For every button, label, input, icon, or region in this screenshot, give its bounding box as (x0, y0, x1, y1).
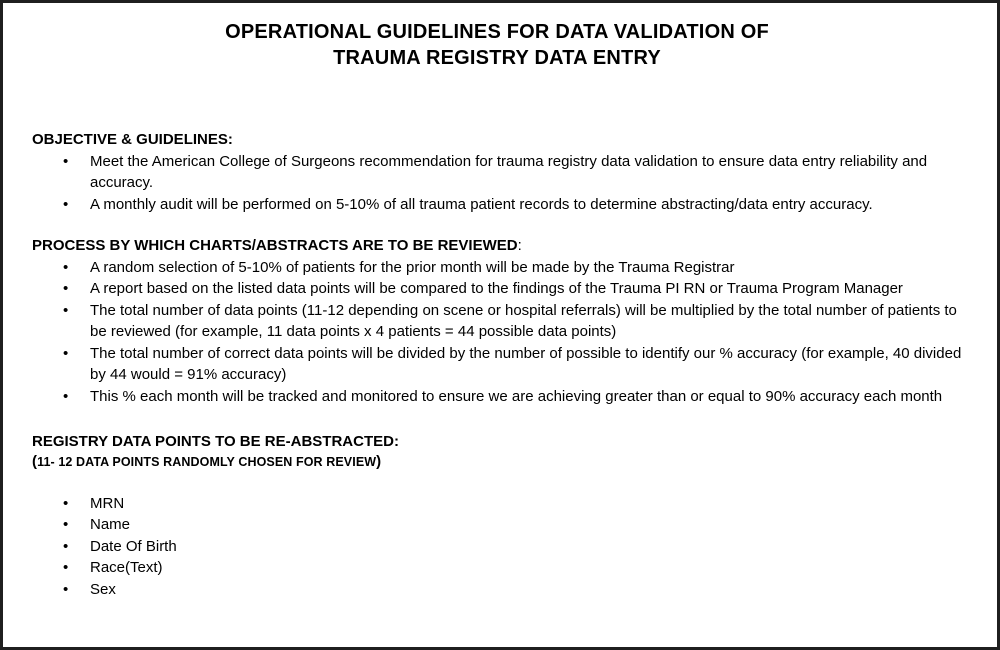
bullet-item: • The total number of correct data points will be divided by the number of possible to identify our % accuracy (for example, 40 divided by 44 would = 91% accuracy) (32, 343, 962, 386)
document-title-line-2: TRAUMA REGISTRY DATA ENTRY (333, 47, 661, 69)
bullet-item: • Date Of Birth (32, 536, 962, 558)
section-process-review (32, 235, 962, 407)
bullet-item: • A monthly audit will be performed on 5-10% of all trauma patient records to determine abstracting/data entry accuracy. (32, 194, 962, 216)
section-heading-objective: OBJECTIVE & GUIDELINES: (32, 131, 233, 148)
subheading-open-paren: ( (32, 452, 38, 470)
document-title (32, 19, 962, 71)
section-objective-guidelines (32, 129, 962, 215)
bullet-item: • Meet the American College of Surgeons recommendation for trauma registry data validation to ensure data entry reliability and accuracy. (32, 151, 962, 194)
section-heading-process (32, 235, 962, 257)
bullet-item: • A report based on the listed data points will be compared to the findings of the Trauma PI RN or Trauma Program Manager (32, 278, 962, 300)
section-subheading-registry (32, 453, 962, 471)
bullet-item: • The total number of data points (11-12 depending on scene or hospital referrals) will be multiplied by the total number of patients to be reviewed (for example, 11 data points x 4 patients = 44 possible data points) (32, 300, 962, 343)
objective-bullet-list (32, 151, 962, 216)
bullet-item: • MRN (32, 493, 962, 515)
bullet-item: • Name (32, 514, 962, 536)
bullet-item: • This % each month will be tracked and monitored to ensure we are achieving greater than or equal to 90% accuracy each month (32, 386, 962, 408)
section-heading-process-text: PROCESS BY WHICH CHARTS/ABSTRACTS ARE TO BE REVIEWED (32, 237, 518, 254)
bullet-item: • Race(Text) (32, 557, 962, 579)
process-bullet-list (32, 257, 962, 408)
bullet-item: • Sex (32, 579, 962, 601)
document-title-line-1: OPERATIONAL GUIDELINES FOR DATA VALIDATION OF (225, 21, 769, 43)
section-heading-process-colon: : (517, 237, 522, 254)
subheading-text: 11- 12 DATA POINTS RANDOMLY CHOSEN FOR REVIEW (37, 454, 377, 469)
section-registry-data-points (32, 431, 962, 600)
datapoint-bullet-list (32, 493, 962, 601)
bullet-item: • A random selection of 5-10% of patients for the prior month will be made by the Trauma Registrar (32, 257, 962, 279)
subheading-close-paren: ) (376, 452, 382, 470)
section-heading-registry: REGISTRY DATA POINTS TO BE RE-ABSTRACTED: (32, 433, 399, 450)
